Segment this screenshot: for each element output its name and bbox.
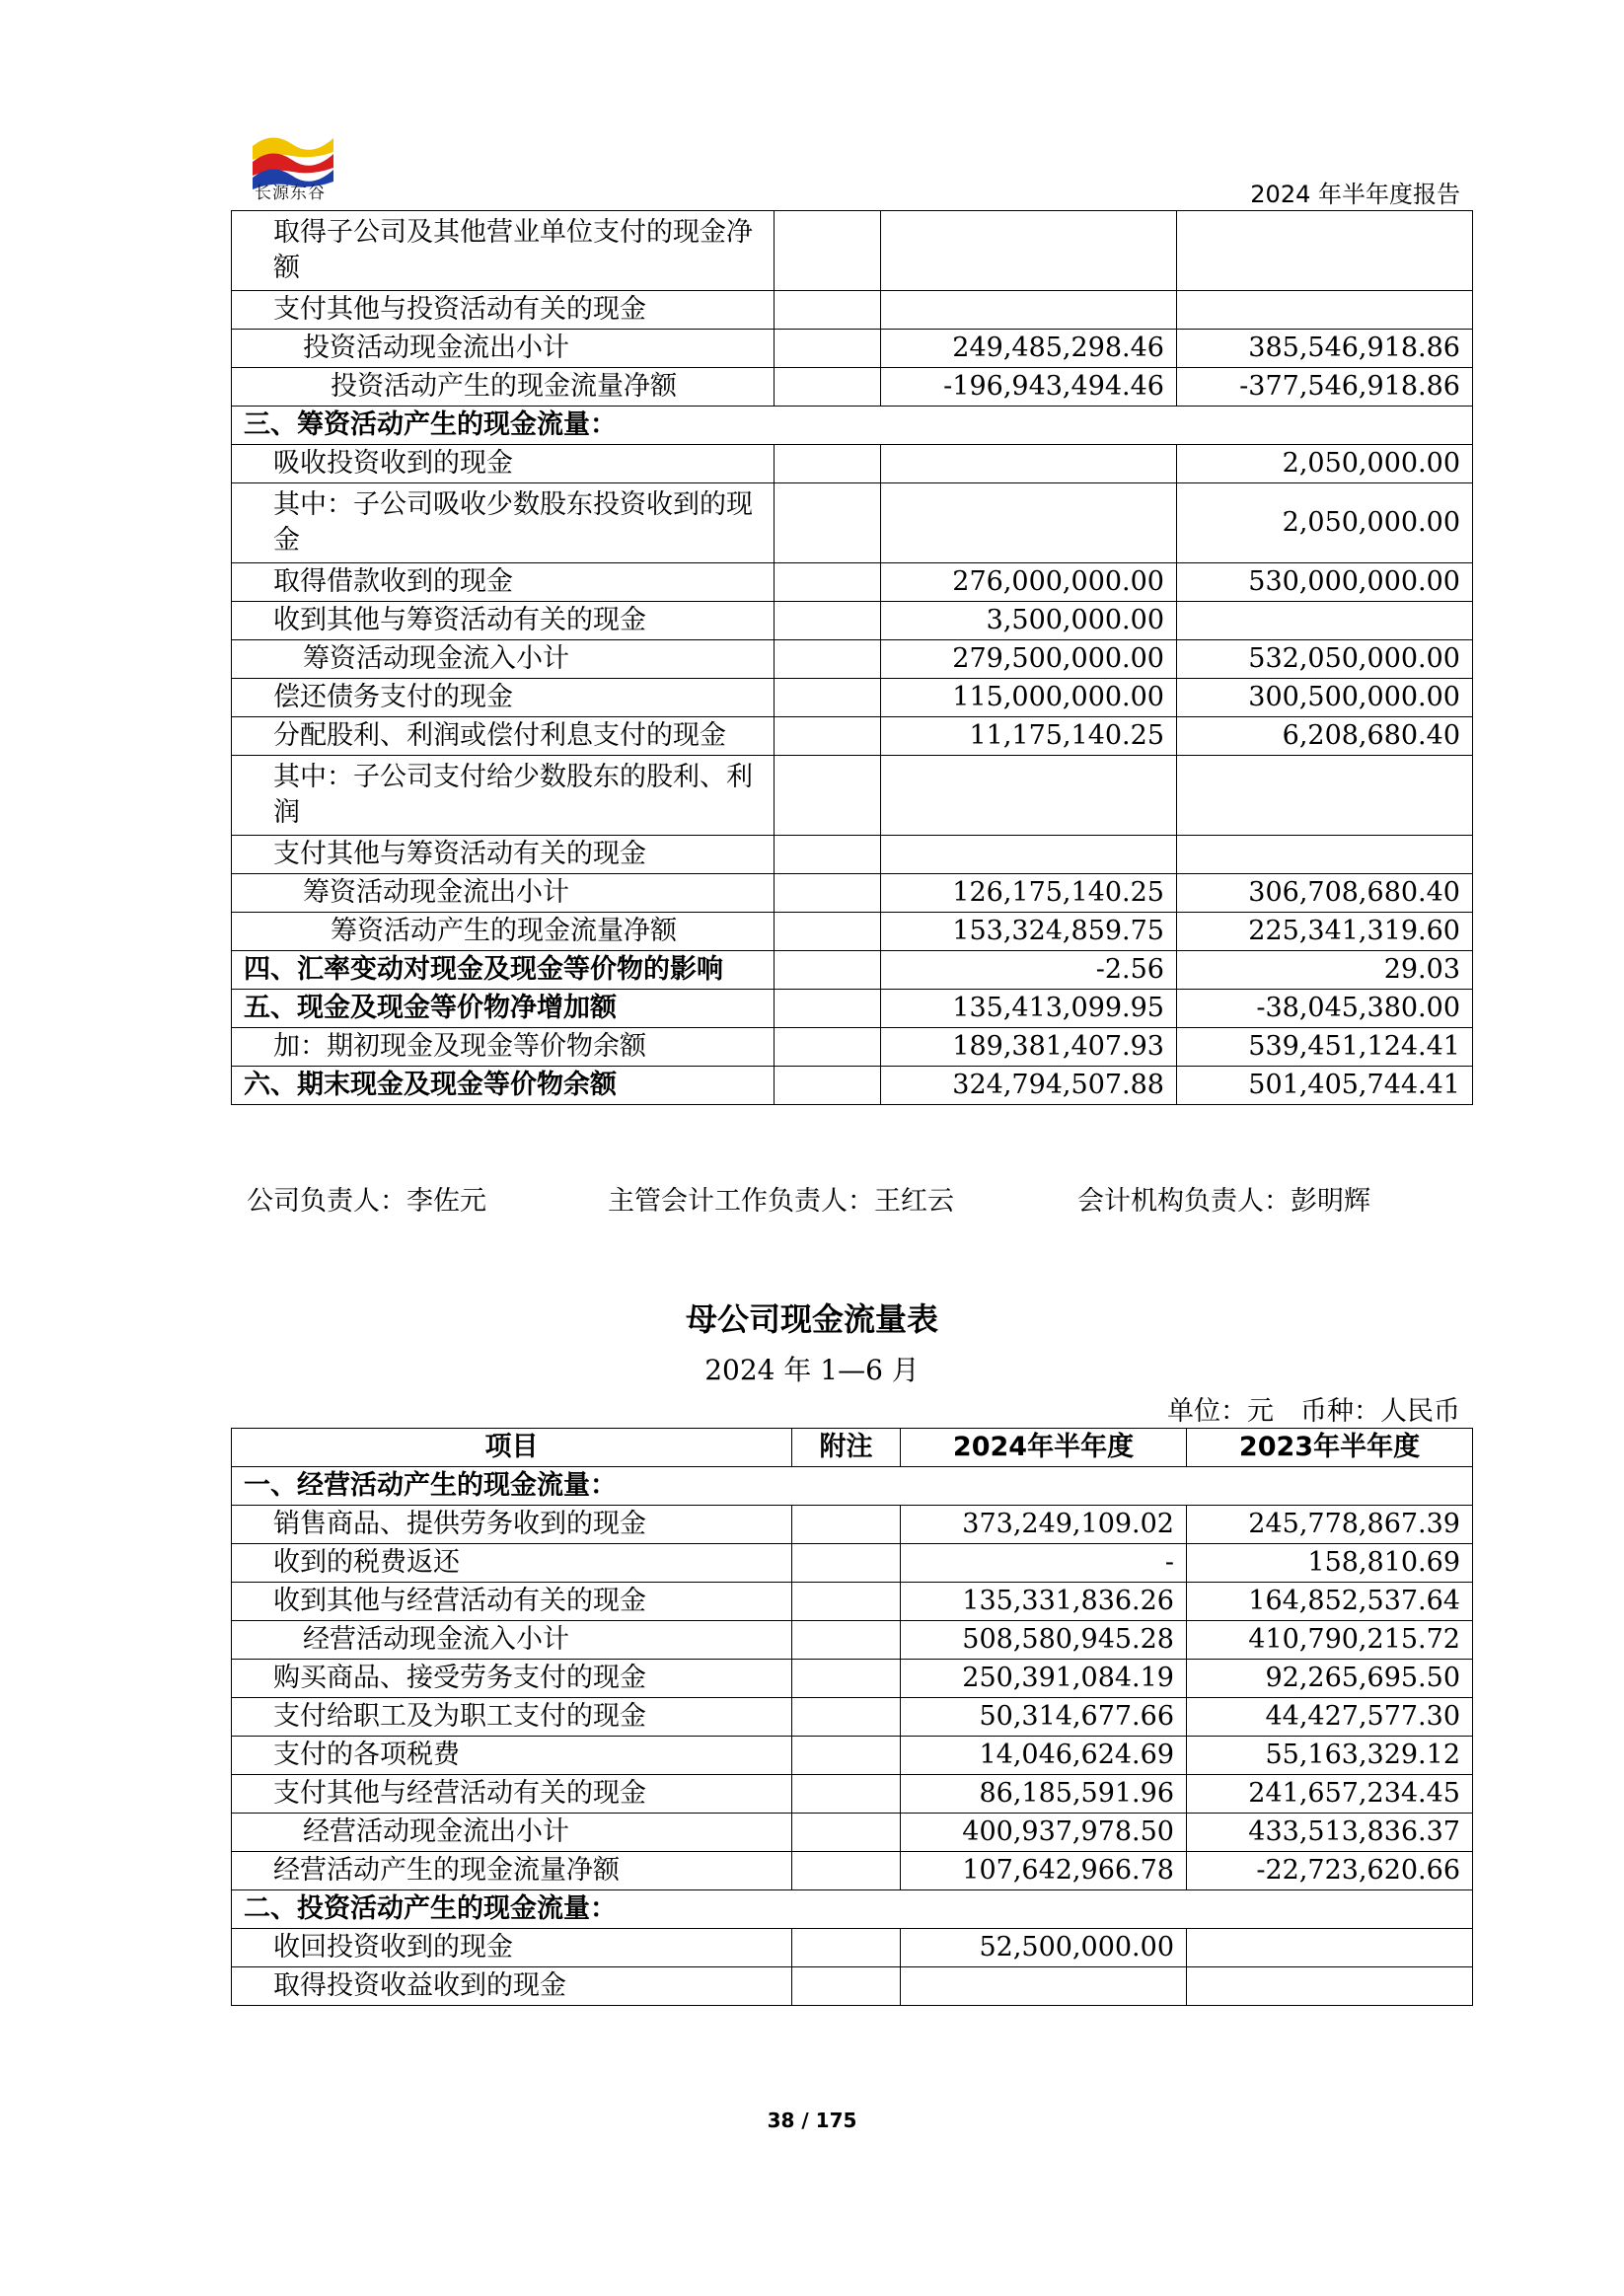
row-value-current: 324,794,507.88 — [881, 1067, 1177, 1105]
row-value-previous: 433,513,836.37 — [1187, 1814, 1473, 1852]
table-row — [232, 679, 1473, 717]
row-value-current: 126,175,140.25 — [881, 874, 1177, 913]
table-row — [232, 1028, 1473, 1067]
row-note — [775, 602, 881, 640]
row-value-current — [881, 756, 1177, 836]
row-item: 五、现金及现金等价物净增加额 — [232, 990, 775, 1028]
parent-table-period: 2024 年 1—6 月 — [704, 1354, 920, 1386]
row-item: 取得投资收益收到的现金 — [232, 1967, 792, 2006]
header-cur: 2024年半年度 — [901, 1429, 1187, 1467]
row-item: 收回投资收到的现金 — [232, 1929, 792, 1967]
row-value-previous: 92,265,695.50 — [1187, 1660, 1473, 1698]
row-value-previous — [1177, 211, 1473, 291]
row-value-current: 250,391,084.19 — [901, 1660, 1187, 1698]
row-note — [792, 1775, 901, 1814]
row-value-previous: -377,546,918.86 — [1177, 368, 1473, 407]
table-row — [232, 211, 1473, 291]
table-row — [232, 1067, 1473, 1105]
parent-table-title: 母公司现金流量表 — [685, 1300, 938, 1338]
row-value-current: 3,500,000.00 — [881, 602, 1177, 640]
row-value-previous: 55,163,329.12 — [1187, 1737, 1473, 1775]
page-number: 38 / 175 — [767, 2109, 857, 2132]
row-value-previous: 306,708,680.40 — [1177, 874, 1473, 913]
row-item: 支付给职工及为职工支付的现金 — [232, 1698, 792, 1737]
table-row — [232, 1737, 1473, 1775]
row-item: 经营活动现金流出小计 — [232, 1814, 792, 1852]
row-value-previous: 501,405,744.41 — [1177, 1067, 1473, 1105]
table-row — [232, 1467, 1473, 1506]
row-note — [775, 874, 881, 913]
row-note — [775, 483, 881, 563]
table-row — [232, 330, 1473, 368]
row-value-previous: 245,778,867.39 — [1187, 1506, 1473, 1544]
row-item: 偿还债务支付的现金 — [232, 679, 775, 717]
table-row — [232, 602, 1473, 640]
company-head: 公司负责人：李佐元 — [247, 1186, 486, 1217]
table-row — [232, 445, 1473, 483]
row-value-previous: 164,852,537.64 — [1187, 1583, 1473, 1621]
table-row — [232, 1814, 1473, 1852]
table-row — [232, 836, 1473, 874]
row-note — [775, 330, 881, 368]
row-note — [775, 756, 881, 836]
row-note — [792, 1929, 901, 1967]
table-row — [232, 1929, 1473, 1967]
cash-flow-table-continued — [231, 210, 1473, 1105]
row-value-current: 135,413,099.95 — [881, 990, 1177, 1028]
row-value-previous: 225,341,319.60 — [1177, 913, 1473, 951]
row-value-previous — [1177, 836, 1473, 874]
table-row — [232, 1967, 1473, 2006]
row-value-current: 189,381,407.93 — [881, 1028, 1177, 1067]
row-value-current: - — [901, 1544, 1187, 1583]
row-note — [775, 951, 881, 990]
row-value-previous: 241,657,234.45 — [1187, 1775, 1473, 1814]
row-item: 加：期初现金及现金等价物余额 — [232, 1028, 775, 1067]
row-note — [775, 913, 881, 951]
row-note — [775, 1067, 881, 1105]
row-item: 支付的各项税费 — [232, 1737, 792, 1775]
row-note — [775, 990, 881, 1028]
row-value-current: 135,331,836.26 — [901, 1583, 1187, 1621]
row-value-previous: 6,208,680.40 — [1177, 717, 1473, 756]
table-row — [232, 913, 1473, 951]
row-item: 购买商品、接受劳务支付的现金 — [232, 1660, 792, 1698]
table-row — [232, 951, 1473, 990]
row-value-current: 276,000,000.00 — [881, 563, 1177, 602]
row-value-previous: 300,500,000.00 — [1177, 679, 1473, 717]
table-row — [232, 990, 1473, 1028]
table-row — [232, 756, 1473, 836]
row-value-current: 279,500,000.00 — [881, 640, 1177, 679]
row-note — [792, 1544, 901, 1583]
table-row — [232, 291, 1473, 330]
row-item: 收到其他与经营活动有关的现金 — [232, 1583, 792, 1621]
row-item: 支付其他与投资活动有关的现金 — [232, 291, 775, 330]
section-heading: 二、投资活动产生的现金流量： — [232, 1890, 1473, 1929]
table-row — [232, 1506, 1473, 1544]
table-row — [232, 407, 1473, 445]
row-value-current: 107,642,966.78 — [901, 1852, 1187, 1890]
row-value-previous: 539,451,124.41 — [1177, 1028, 1473, 1067]
row-note — [792, 1698, 901, 1737]
row-value-current — [881, 836, 1177, 874]
row-value-current — [881, 483, 1177, 563]
row-item: 经营活动产生的现金流量净额 — [232, 1852, 792, 1890]
row-item: 四、汇率变动对现金及现金等价物的影响 — [232, 951, 775, 990]
table-row — [232, 1583, 1473, 1621]
row-value-previous: 410,790,215.72 — [1187, 1621, 1473, 1660]
row-note — [775, 445, 881, 483]
row-value-current: 11,175,140.25 — [881, 717, 1177, 756]
table-header-row — [232, 1429, 1473, 1467]
table-row — [232, 483, 1473, 563]
row-item: 投资活动现金流出小计 — [232, 330, 775, 368]
row-note — [792, 1621, 901, 1660]
row-item: 筹资活动产生的现金流量净额 — [232, 913, 775, 951]
row-value-previous: 29.03 — [1177, 951, 1473, 990]
row-item: 其中：子公司吸收少数股东投资收到的现金 — [232, 483, 775, 563]
table-row — [232, 1621, 1473, 1660]
table-row — [232, 874, 1473, 913]
row-item: 取得借款收到的现金 — [232, 563, 775, 602]
header-prev: 2023年半年度 — [1187, 1429, 1473, 1467]
section-heading: 一、经营活动产生的现金流量： — [232, 1467, 1473, 1506]
row-item: 筹资活动现金流入小计 — [232, 640, 775, 679]
row-value-previous — [1177, 756, 1473, 836]
row-item: 支付其他与筹资活动有关的现金 — [232, 836, 775, 874]
row-value-previous — [1187, 1929, 1473, 1967]
row-item: 六、期末现金及现金等价物余额 — [232, 1067, 775, 1105]
row-value-current: 249,485,298.46 — [881, 330, 1177, 368]
row-note — [775, 836, 881, 874]
parent-cash-flow-table — [231, 1428, 1473, 2006]
row-value-current: 400,937,978.50 — [901, 1814, 1187, 1852]
row-value-current: 373,249,109.02 — [901, 1506, 1187, 1544]
row-value-previous — [1187, 1967, 1473, 2006]
row-value-previous: -22,723,620.66 — [1187, 1852, 1473, 1890]
logo-text: 长源东谷 — [255, 184, 326, 203]
row-item: 取得子公司及其他营业单位支付的现金净额 — [232, 211, 775, 291]
row-value-previous: 2,050,000.00 — [1177, 445, 1473, 483]
row-value-current: 153,324,859.75 — [881, 913, 1177, 951]
row-note — [792, 1660, 901, 1698]
row-value-current: 508,580,945.28 — [901, 1621, 1187, 1660]
row-value-current: 86,185,591.96 — [901, 1775, 1187, 1814]
row-value-current: -196,943,494.46 — [881, 368, 1177, 407]
row-value-current — [901, 1967, 1187, 2006]
row-note — [792, 1814, 901, 1852]
row-item: 收到其他与筹资活动有关的现金 — [232, 602, 775, 640]
row-item: 分配股利、利润或偿付利息支付的现金 — [232, 717, 775, 756]
row-value-previous: 530,000,000.00 — [1177, 563, 1473, 602]
table-row — [232, 368, 1473, 407]
row-item: 吸收投资收到的现金 — [232, 445, 775, 483]
row-value-current: 115,000,000.00 — [881, 679, 1177, 717]
table-row — [232, 1890, 1473, 1929]
table-row — [232, 717, 1473, 756]
row-item: 筹资活动现金流出小计 — [232, 874, 775, 913]
row-note — [775, 563, 881, 602]
row-item: 经营活动现金流入小计 — [232, 1621, 792, 1660]
row-value-previous: -38,045,380.00 — [1177, 990, 1473, 1028]
row-note — [792, 1967, 901, 2006]
row-item: 支付其他与经营活动有关的现金 — [232, 1775, 792, 1814]
row-value-previous: 532,050,000.00 — [1177, 640, 1473, 679]
header-note: 附注 — [792, 1429, 901, 1467]
table-row — [232, 640, 1473, 679]
row-value-current: 14,046,624.69 — [901, 1737, 1187, 1775]
row-note — [792, 1852, 901, 1890]
row-item: 其中：子公司支付给少数股东的股利、利润 — [232, 756, 775, 836]
row-note — [792, 1583, 901, 1621]
row-value-current: -2.56 — [881, 951, 1177, 990]
table-row — [232, 1852, 1473, 1890]
row-note — [775, 640, 881, 679]
row-value-current: 50,314,677.66 — [901, 1698, 1187, 1737]
row-value-current — [881, 291, 1177, 330]
table-row — [232, 563, 1473, 602]
row-value-previous — [1177, 291, 1473, 330]
table-row — [232, 1698, 1473, 1737]
row-value-previous: 44,427,577.30 — [1187, 1698, 1473, 1737]
table-row — [232, 1775, 1473, 1814]
row-value-current — [881, 445, 1177, 483]
row-note — [792, 1737, 901, 1775]
unit-line: 单位：元 币种：人民币 — [1167, 1396, 1460, 1427]
row-note — [775, 679, 881, 717]
row-note — [775, 717, 881, 756]
row-note — [775, 368, 881, 407]
row-value-current: 52,500,000.00 — [901, 1929, 1187, 1967]
row-note — [775, 211, 881, 291]
row-note — [792, 1506, 901, 1544]
accounting-head: 主管会计工作负责人：王红云 — [608, 1186, 954, 1217]
row-value-previous: 2,050,000.00 — [1177, 483, 1473, 563]
row-item: 投资活动产生的现金流量净额 — [232, 368, 775, 407]
row-value-previous: 158,810.69 — [1187, 1544, 1473, 1583]
table-row — [232, 1660, 1473, 1698]
row-value-previous: 385,546,918.86 — [1177, 330, 1473, 368]
dept-head: 会计机构负责人：彭明辉 — [1077, 1186, 1370, 1217]
row-note — [775, 1028, 881, 1067]
row-value-current — [881, 211, 1177, 291]
row-item: 销售商品、提供劳务收到的现金 — [232, 1506, 792, 1544]
report-title: 2024 年半年度报告 — [1250, 181, 1460, 208]
row-value-previous — [1177, 602, 1473, 640]
section-heading: 三、筹资活动产生的现金流量： — [232, 407, 1473, 445]
table-row — [232, 1544, 1473, 1583]
row-note — [775, 291, 881, 330]
row-item: 收到的税费返还 — [232, 1544, 792, 1583]
header-item: 项目 — [232, 1429, 792, 1467]
